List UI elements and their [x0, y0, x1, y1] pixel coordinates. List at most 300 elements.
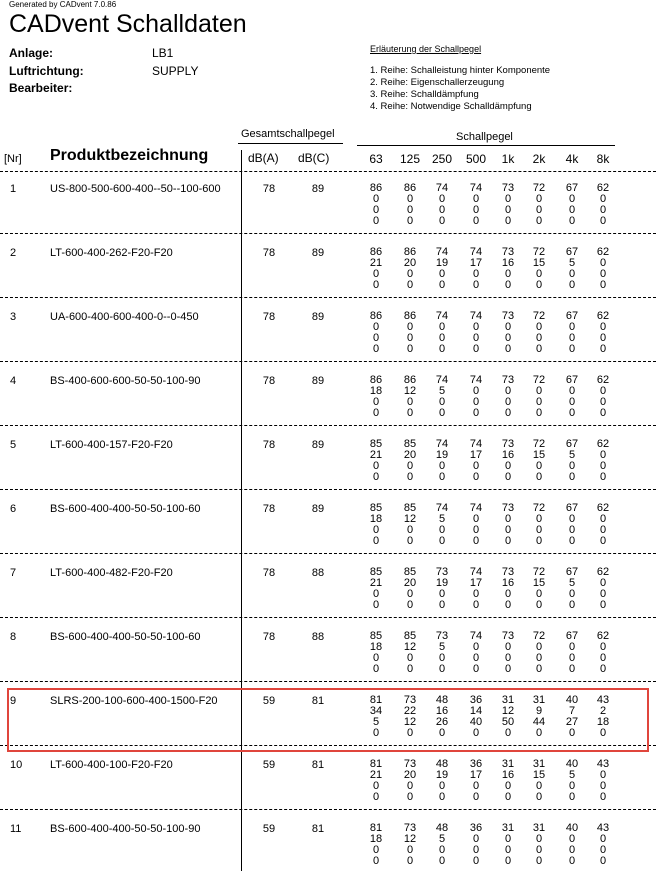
band-level-cell: 0: [504, 844, 512, 856]
band-level-cell: 5: [438, 641, 446, 653]
band-level-cell: 16: [501, 577, 515, 589]
band-level-cell: 21: [369, 449, 383, 461]
legend-line-2: 2. Reihe: Eigenschallerzeugung: [370, 77, 505, 88]
band-level-cell: 0: [504, 791, 512, 803]
band-level-cell: 0: [438, 588, 446, 600]
level-dbc: 89: [311, 503, 325, 515]
legend-line-1: 1. Reihe: Schalleistung hinter Komponente: [370, 65, 551, 76]
col-header-dbc: dB(C): [298, 151, 330, 165]
band-level-cell: 18: [369, 385, 383, 397]
band-level-cell: 62: [596, 374, 610, 386]
table-row: [0, 247, 656, 307]
band-level-cell: 0: [599, 791, 607, 803]
band-header-500: 500: [465, 152, 487, 166]
band-level-cell: 86: [403, 374, 417, 386]
band-level-cell: 62: [596, 246, 610, 258]
band-level-cell: 67: [565, 630, 579, 642]
band-level-cell: 0: [504, 385, 512, 397]
band-level-cell: 0: [372, 215, 380, 227]
band-level-cell: 31: [501, 822, 515, 834]
level-dbc: 88: [311, 631, 325, 643]
band-header-1k: 1k: [501, 152, 515, 166]
band-level-cell: 0: [599, 588, 607, 600]
band-level-cell: 0: [438, 535, 446, 547]
band-level-cell: 21: [369, 769, 383, 781]
band-level-cell: 15: [532, 577, 546, 589]
band-level-cell: 0: [372, 268, 380, 280]
band-level-cell: 18: [369, 513, 383, 525]
band-level-cell: 0: [372, 471, 380, 483]
band-level-cell: 0: [438, 396, 446, 408]
band-level-cell: 0: [599, 599, 607, 611]
row-number: 7: [10, 567, 17, 579]
band-level-cell: 74: [435, 502, 449, 514]
band-level-cell: 12: [403, 716, 417, 728]
band-level-cell: 0: [472, 193, 480, 205]
band-level-cell: 73: [403, 694, 417, 706]
band-level-cell: 0: [568, 791, 576, 803]
band-level-cell: 73: [501, 566, 515, 578]
band-header-2k: 2k: [532, 152, 546, 166]
band-level-cell: 0: [472, 652, 480, 664]
band-level-cell: 0: [568, 599, 576, 611]
band-level-cell: 0: [504, 727, 512, 739]
band-level-cell: 0: [599, 471, 607, 483]
band-level-cell: 0: [406, 844, 414, 856]
band-level-cell: 0: [504, 321, 512, 333]
band-level-cell: 48: [435, 694, 449, 706]
band-level-cell: 0: [599, 524, 607, 536]
band-level-cell: 0: [599, 193, 607, 205]
band-level-cell: 0: [535, 407, 543, 419]
band-level-cell: 19: [435, 769, 449, 781]
band-level-cell: 16: [501, 257, 515, 269]
band-level-cell: 0: [472, 343, 480, 355]
row-number: 4: [10, 375, 17, 387]
band-level-cell: 0: [568, 193, 576, 205]
row-highlight: [7, 688, 649, 752]
band-level-cell: 0: [472, 663, 480, 675]
band-level-cell: 0: [535, 663, 543, 675]
band-level-cell: 0: [504, 535, 512, 547]
band-level-cell: 74: [435, 310, 449, 322]
band-level-cell: 0: [535, 855, 543, 867]
band-header-8k: 8k: [596, 152, 610, 166]
band-level-cell: 0: [372, 727, 380, 739]
band-level-cell: 0: [535, 215, 543, 227]
band-level-cell: 43: [596, 822, 610, 834]
band-level-cell: 31: [532, 694, 546, 706]
row-separator: [0, 297, 656, 298]
band-level-cell: 17: [469, 257, 483, 269]
band-level-cell: 0: [472, 321, 480, 333]
band-level-cell: 0: [472, 855, 480, 867]
level-dbc: 89: [311, 311, 325, 323]
band-level-cell: 72: [532, 182, 546, 194]
band-level-cell: 72: [532, 310, 546, 322]
band-level-cell: 44: [532, 716, 546, 728]
band-level-cell: 0: [372, 332, 380, 344]
band-level-cell: 0: [472, 535, 480, 547]
band-level-cell: 0: [568, 588, 576, 600]
col-header-nr: [Nr]: [4, 153, 22, 165]
band-level-cell: 67: [565, 502, 579, 514]
band-level-cell: 86: [369, 374, 383, 386]
band-level-cell: 0: [472, 215, 480, 227]
band-level-cell: 0: [535, 524, 543, 536]
band-level-cell: 85: [403, 566, 417, 578]
band-level-cell: 0: [599, 204, 607, 216]
level-dba: 59: [262, 759, 276, 771]
band-level-cell: 0: [472, 279, 480, 291]
band-level-cell: 72: [532, 502, 546, 514]
band-level-cell: 0: [568, 727, 576, 739]
level-dba: 78: [262, 375, 276, 387]
band-level-cell: 85: [369, 630, 383, 642]
band-level-cell: 0: [568, 279, 576, 291]
band-level-cell: 5: [568, 449, 576, 461]
band-level-cell: 5: [568, 769, 576, 781]
band-level-cell: 73: [501, 310, 515, 322]
band-level-cell: 15: [532, 257, 546, 269]
band-level-cell: 0: [568, 332, 576, 344]
row-separator: [0, 681, 656, 682]
row-separator: [0, 425, 656, 426]
product-name: BS-600-400-400-50-50-100-60: [50, 503, 201, 515]
row-number: 6: [10, 503, 17, 515]
table-row: [0, 439, 656, 499]
band-level-cell: 48: [435, 758, 449, 770]
band-level-cell: 0: [438, 332, 446, 344]
band-level-cell: 20: [403, 577, 417, 589]
row-separator: [0, 617, 656, 618]
divider: [357, 145, 615, 146]
product-name: UA-600-400-600-400-0--0-450: [50, 311, 199, 323]
band-level-cell: 0: [406, 321, 414, 333]
band-level-cell: 74: [469, 438, 483, 450]
level-dba: 59: [262, 695, 276, 707]
level-dba: 78: [262, 567, 276, 579]
band-level-cell: 43: [596, 758, 610, 770]
band-header-125: 125: [399, 152, 421, 166]
level-dba: 78: [262, 503, 276, 515]
product-name: LT-600-400-482-F20-F20: [50, 567, 173, 579]
band-level-cell: 0: [438, 791, 446, 803]
band-level-cell: 0: [535, 268, 543, 280]
band-level-cell: 74: [469, 310, 483, 322]
band-header-63: 63: [369, 152, 383, 166]
band-level-cell: 34: [369, 705, 383, 717]
band-level-cell: 5: [438, 833, 446, 845]
band-level-cell: 50: [501, 716, 515, 728]
band-header-4k: 4k: [565, 152, 579, 166]
band-level-cell: 40: [565, 694, 579, 706]
band-level-cell: 0: [472, 268, 480, 280]
band-level-cell: 0: [504, 471, 512, 483]
product-name: LT-600-400-157-F20-F20: [50, 439, 173, 451]
band-level-cell: 81: [369, 822, 383, 834]
band-level-cell: 0: [438, 599, 446, 611]
band-level-cell: 86: [369, 182, 383, 194]
table-row: [0, 631, 656, 691]
band-level-cell: 0: [406, 407, 414, 419]
band-level-cell: 0: [599, 321, 607, 333]
band-level-cell: 0: [599, 844, 607, 856]
band-level-cell: 0: [504, 407, 512, 419]
band-level-cell: 0: [504, 343, 512, 355]
band-level-cell: 0: [372, 524, 380, 536]
band-level-cell: 72: [532, 374, 546, 386]
row-number: 1: [10, 183, 17, 195]
band-level-cell: 85: [369, 566, 383, 578]
product-name: LT-600-400-100-F20-F20: [50, 759, 173, 771]
band-level-cell: 0: [599, 279, 607, 291]
band-level-cell: 0: [599, 641, 607, 653]
band-level-cell: 85: [403, 502, 417, 514]
band-level-cell: 0: [406, 652, 414, 664]
band-level-cell: 0: [372, 407, 380, 419]
row-number: 9: [10, 695, 17, 707]
band-level-cell: 62: [596, 438, 610, 450]
band-level-cell: 0: [504, 460, 512, 472]
band-level-cell: 72: [532, 566, 546, 578]
band-level-cell: 0: [599, 652, 607, 664]
page-title: CADvent Schalldaten: [9, 10, 247, 38]
band-header-250: 250: [431, 152, 453, 166]
band-level-cell: 0: [504, 663, 512, 675]
band-level-cell: 0: [568, 268, 576, 280]
band-level-cell: 0: [568, 460, 576, 472]
band-level-cell: 0: [372, 844, 380, 856]
band-level-cell: 21: [369, 577, 383, 589]
band-level-cell: 15: [532, 449, 546, 461]
band-level-cell: 0: [599, 769, 607, 781]
band-level-cell: 40: [565, 758, 579, 770]
band-level-cell: 16: [501, 769, 515, 781]
row-separator: [0, 809, 656, 810]
band-level-cell: 0: [504, 641, 512, 653]
band-level-cell: 73: [435, 630, 449, 642]
band-level-cell: 0: [406, 791, 414, 803]
band-level-cell: 0: [372, 599, 380, 611]
band-level-cell: 0: [406, 780, 414, 792]
band-level-cell: 40: [565, 822, 579, 834]
level-dbc: 89: [311, 375, 325, 387]
band-level-cell: 48: [435, 822, 449, 834]
band-level-cell: 0: [599, 268, 607, 280]
band-level-cell: 18: [369, 833, 383, 845]
band-level-cell: 74: [435, 374, 449, 386]
band-level-cell: 0: [504, 513, 512, 525]
product-name: US-800-500-600-400--50--100-600: [50, 183, 221, 195]
band-level-cell: 5: [568, 257, 576, 269]
band-level-cell: 0: [568, 535, 576, 547]
band-level-cell: 72: [532, 438, 546, 450]
band-level-cell: 0: [406, 727, 414, 739]
band-level-cell: 0: [568, 385, 576, 397]
band-level-cell: 0: [599, 535, 607, 547]
divider: [238, 143, 343, 144]
band-level-cell: 12: [403, 513, 417, 525]
row-separator: [0, 489, 656, 490]
band-level-cell: 0: [472, 780, 480, 792]
band-level-cell: 31: [532, 758, 546, 770]
band-level-cell: 0: [438, 844, 446, 856]
band-level-cell: 0: [535, 588, 543, 600]
band-level-cell: 67: [565, 374, 579, 386]
band-level-cell: 85: [369, 438, 383, 450]
band-level-cell: 5: [438, 385, 446, 397]
band-level-cell: 0: [372, 460, 380, 472]
band-level-cell: 0: [372, 279, 380, 291]
band-level-cell: 0: [372, 652, 380, 664]
table-row: [0, 823, 656, 883]
band-level-cell: 67: [565, 182, 579, 194]
field-value-luftrichtung: SUPPLY: [152, 64, 199, 78]
row-separator: [0, 361, 656, 362]
product-name: SLRS-200-100-600-400-1500-F20: [50, 695, 218, 707]
band-level-cell: 0: [472, 332, 480, 344]
band-level-cell: 18: [369, 641, 383, 653]
band-level-cell: 36: [469, 822, 483, 834]
band-level-cell: 0: [599, 385, 607, 397]
band-level-cell: 18: [596, 716, 610, 728]
band-level-cell: 67: [565, 310, 579, 322]
band-level-cell: 73: [501, 374, 515, 386]
band-level-cell: 0: [438, 460, 446, 472]
band-level-cell: 0: [568, 855, 576, 867]
band-level-cell: 0: [372, 535, 380, 547]
band-level-cell: 0: [372, 193, 380, 205]
band-level-cell: 0: [372, 204, 380, 216]
band-level-cell: 0: [438, 855, 446, 867]
header-separator: [0, 171, 656, 172]
band-level-cell: 36: [469, 758, 483, 770]
band-level-cell: 0: [438, 652, 446, 664]
band-level-cell: 62: [596, 502, 610, 514]
band-level-cell: 74: [469, 502, 483, 514]
band-level-cell: 0: [372, 780, 380, 792]
level-dba: 78: [262, 439, 276, 451]
band-level-cell: 2: [599, 705, 607, 717]
band-level-cell: 31: [501, 758, 515, 770]
band-level-cell: 12: [403, 833, 417, 845]
band-level-cell: 85: [369, 502, 383, 514]
band-level-cell: 86: [369, 246, 383, 258]
level-dba: 78: [262, 631, 276, 643]
table-row: [0, 375, 656, 435]
product-name: BS-600-400-400-50-50-100-90: [50, 823, 201, 835]
band-level-cell: 0: [504, 279, 512, 291]
band-level-cell: 0: [504, 588, 512, 600]
band-level-cell: 0: [406, 855, 414, 867]
level-dbc: 89: [311, 247, 325, 259]
band-level-cell: 0: [535, 599, 543, 611]
band-level-cell: 17: [469, 449, 483, 461]
band-level-cell: 0: [535, 535, 543, 547]
band-level-cell: 72: [532, 630, 546, 642]
band-level-cell: 74: [469, 246, 483, 258]
band-level-cell: 0: [472, 588, 480, 600]
band-level-cell: 0: [372, 321, 380, 333]
level-dbc: 81: [311, 695, 325, 707]
band-level-cell: 0: [406, 599, 414, 611]
band-level-cell: 0: [504, 332, 512, 344]
band-level-cell: 0: [372, 663, 380, 675]
band-level-cell: 16: [435, 705, 449, 717]
band-level-cell: 9: [535, 705, 543, 717]
band-level-cell: 7: [568, 705, 576, 717]
band-level-cell: 0: [504, 780, 512, 792]
band-level-cell: 0: [438, 524, 446, 536]
band-level-cell: 72: [532, 246, 546, 258]
band-level-cell: 0: [535, 791, 543, 803]
band-level-cell: 0: [406, 471, 414, 483]
band-level-cell: 0: [535, 385, 543, 397]
field-label-bearbeiter: Bearbeiter:: [9, 81, 73, 95]
level-dba: 78: [262, 183, 276, 195]
band-level-cell: 17: [469, 769, 483, 781]
level-dbc: 88: [311, 567, 325, 579]
band-level-cell: 0: [535, 471, 543, 483]
band-level-cell: 74: [469, 182, 483, 194]
band-level-cell: 0: [406, 588, 414, 600]
band-level-cell: 0: [568, 844, 576, 856]
band-level-cell: 86: [403, 310, 417, 322]
band-level-cell: 0: [599, 663, 607, 675]
band-level-cell: 0: [599, 215, 607, 227]
band-level-cell: 81: [369, 694, 383, 706]
band-level-cell: 0: [599, 407, 607, 419]
row-separator: [0, 553, 656, 554]
band-level-cell: 62: [596, 630, 610, 642]
band-level-cell: 0: [406, 524, 414, 536]
band-level-cell: 12: [403, 385, 417, 397]
band-level-cell: 85: [403, 438, 417, 450]
band-level-cell: 0: [472, 833, 480, 845]
band-level-cell: 0: [406, 460, 414, 472]
band-level-cell: 31: [501, 694, 515, 706]
band-level-cell: 0: [438, 407, 446, 419]
band-level-cell: 0: [535, 727, 543, 739]
band-level-cell: 0: [568, 471, 576, 483]
band-level-cell: 0: [568, 321, 576, 333]
band-level-cell: 0: [535, 652, 543, 664]
row-number: 11: [10, 823, 22, 835]
band-level-cell: 0: [472, 396, 480, 408]
band-level-cell: 0: [406, 279, 414, 291]
band-level-cell: 0: [535, 193, 543, 205]
band-level-cell: 20: [403, 257, 417, 269]
band-level-cell: 74: [435, 246, 449, 258]
band-level-cell: 73: [403, 822, 417, 834]
band-level-cell: 86: [369, 310, 383, 322]
band-level-cell: 0: [472, 791, 480, 803]
band-level-cell: 81: [369, 758, 383, 770]
band-level-cell: 85: [403, 630, 417, 642]
band-level-cell: 73: [501, 502, 515, 514]
band-level-cell: 0: [406, 535, 414, 547]
band-level-cell: 19: [435, 257, 449, 269]
band-level-cell: 74: [469, 374, 483, 386]
band-level-cell: 16: [501, 449, 515, 461]
level-dbc: 89: [311, 439, 325, 451]
band-level-cell: 0: [438, 780, 446, 792]
band-level-cell: 73: [403, 758, 417, 770]
row-number: 10: [10, 759, 23, 771]
band-level-cell: 0: [504, 268, 512, 280]
band-level-cell: 12: [403, 641, 417, 653]
